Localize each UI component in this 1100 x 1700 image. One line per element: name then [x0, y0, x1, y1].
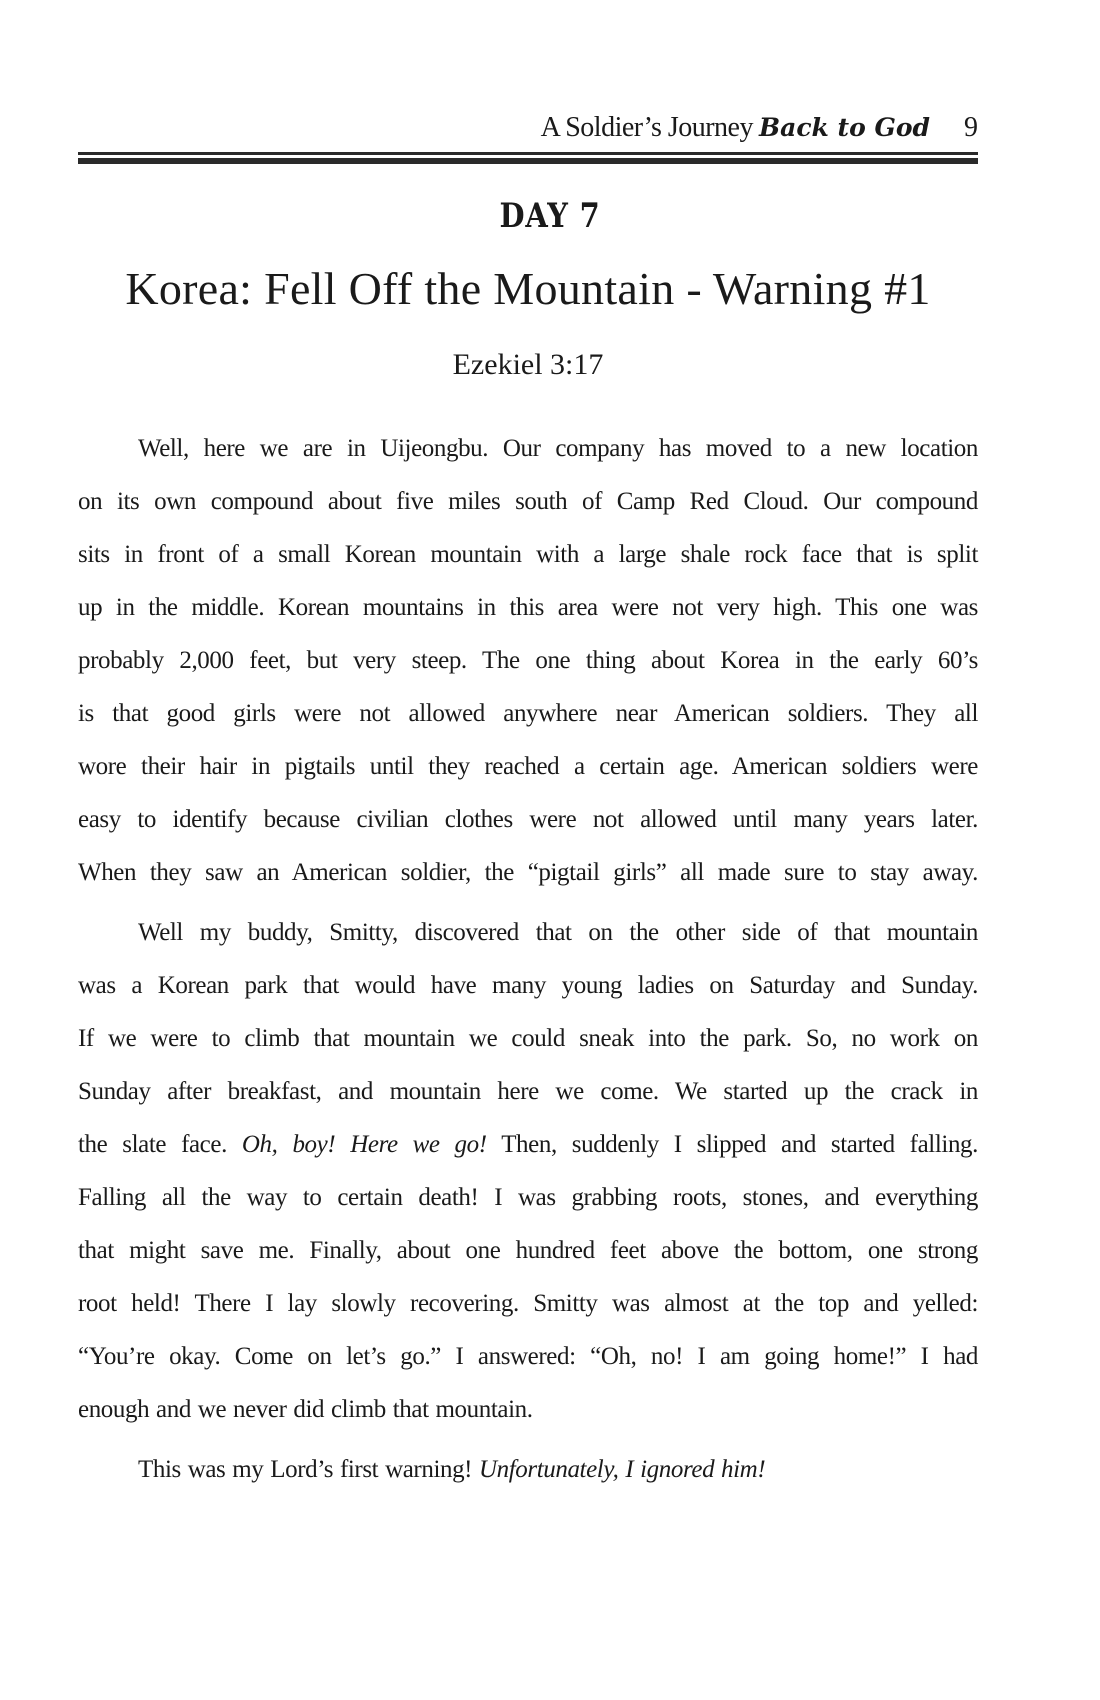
text-line	[78, 1443, 978, 1496]
line-text: When they saw an American soldier, the “pigtail girls” all made sure to stay away.	[78, 859, 978, 886]
day-label: DAY 7	[499, 196, 601, 236]
line-text: probably 2,000 feet, but very steep. The one thing about Korea in the early 60’s	[78, 647, 978, 674]
line-text: “You’re okay. Come on let’s go.” I answered: “Oh, no! I am going home!” I had	[78, 1343, 978, 1370]
line-text: on its own compound about five miles south of Camp Red Cloud. Our compound	[78, 488, 978, 515]
text-line	[78, 1383, 978, 1436]
line-text: Well my buddy, Smitty, discovered that on the other side of that mountain	[138, 919, 978, 946]
book-title-emphasis: Back to God	[758, 113, 930, 142]
text-line	[78, 1118, 978, 1171]
text-line	[78, 1171, 978, 1224]
header-rule-thick	[78, 158, 978, 164]
text-line	[78, 581, 978, 634]
line-text: Sunday after breakfast, and mountain here we come. We started up the crack in	[78, 1078, 978, 1105]
page-number: 9	[964, 112, 978, 143]
text-line	[78, 634, 978, 687]
text-line	[78, 528, 978, 581]
line-text: is that good girls were not allowed anywhere near American soldiers. They all	[78, 700, 978, 727]
text-line	[78, 793, 978, 846]
line-text: sits in front of a small Korean mountain with a large shale rock face that is split	[78, 541, 978, 568]
text-line	[78, 1330, 978, 1383]
italic-exclamation: Oh, boy! Here we go!	[241, 1131, 487, 1158]
line-text: root held! There I lay slowly recovering. Smitty was almost at the top and yelled:	[78, 1290, 978, 1317]
paragraph-2	[78, 906, 978, 1436]
line-text: enough and we never did climb that mountain.	[78, 1396, 533, 1423]
line-text: up in the middle. Korean mountains in this area were not very high. This one was	[78, 594, 978, 621]
scripture-reference: Ezekiel 3:17	[452, 348, 604, 381]
text-line	[78, 959, 978, 1012]
text-line	[78, 1224, 978, 1277]
book-title: A Soldier’s Journey	[540, 112, 753, 143]
line-text: that might save me. Finally, about one hundred feet above the bottom, one strong	[78, 1237, 978, 1264]
text-line	[78, 1012, 978, 1065]
line-text: If we were to climb that mountain we could sneak into the park. So, no work on	[78, 1025, 978, 1052]
line-text: Well, here we are in Uijeongbu. Our company has moved to a new location	[138, 435, 978, 462]
text-line	[78, 1065, 978, 1118]
line-text: was a Korean park that would have many young ladies on Saturday and Sunday.	[78, 972, 978, 999]
text-line	[78, 740, 978, 793]
italic-conclusion: Unfortunately, I ignored him!	[478, 1456, 766, 1483]
text-line	[78, 846, 978, 899]
line-text: Falling all the way to certain death! I was grabbing roots, stones, and everything	[78, 1184, 978, 1211]
line-text: Then, suddenly I slipped and started falling.	[486, 1131, 978, 1158]
text-line	[78, 906, 978, 959]
line-text: wore their hair in pigtails until they reached a certain age. American soldiers were	[78, 753, 978, 780]
running-header	[78, 112, 978, 146]
text-line	[78, 687, 978, 740]
line-text: This was my Lord’s first warning!	[138, 1456, 479, 1483]
line-text: the slate face.	[78, 1131, 242, 1158]
paragraph-1	[78, 422, 978, 899]
text-line	[78, 1277, 978, 1330]
text-line	[78, 422, 978, 475]
line-text: easy to identify because civilian clothes were not allowed until many years later.	[78, 806, 978, 833]
paragraph-3	[78, 1443, 978, 1496]
header-rule-thin	[78, 152, 978, 155]
text-line	[78, 475, 978, 528]
chapter-title: Korea: Fell Off the Mountain - Warning #1	[125, 263, 931, 314]
